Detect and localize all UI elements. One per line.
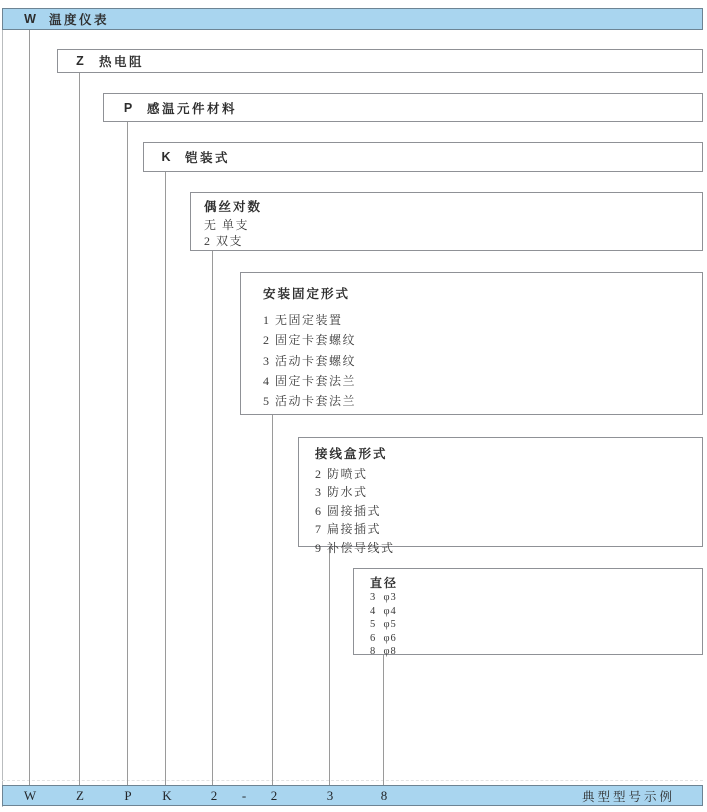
- model-code-dash: -: [241, 787, 247, 803]
- level-code-k: K: [161, 150, 171, 164]
- option-item: 5 φ5: [370, 619, 397, 631]
- option-item: 4 固定卡套法兰: [263, 373, 357, 388]
- level-label-p: 感温元件材料: [147, 101, 238, 116]
- mounting-group-box: [240, 272, 703, 415]
- option-item: 2 固定卡套螺纹: [263, 333, 357, 348]
- option-item: 5 活动卡套法兰: [263, 394, 357, 409]
- option-item: 7 扁接插式: [315, 522, 382, 537]
- connector-line-p: [127, 122, 128, 785]
- level-box-k: [143, 142, 703, 172]
- model-code: 2: [210, 787, 218, 803]
- connector-line-w: [29, 30, 30, 785]
- option-item: 4 φ4: [370, 605, 397, 617]
- connector-line-mounting: [272, 415, 273, 785]
- level-code-z: Z: [76, 54, 84, 68]
- pairs-group-box: [190, 192, 703, 251]
- mounting-group-title: 安装固定形式: [263, 287, 351, 301]
- junction-group-title: 接线盒形式: [315, 447, 388, 461]
- level-box-z: [57, 49, 703, 73]
- model-code: P: [124, 787, 132, 803]
- model-code: 3: [326, 787, 334, 803]
- connector-line-pairs: [212, 251, 213, 785]
- option-item: 9 补偿导线式: [315, 540, 395, 555]
- header-label: 温度仪表: [49, 13, 110, 27]
- header-code: W: [24, 12, 36, 26]
- option-item: 3 活动卡套螺纹: [263, 353, 357, 368]
- option-item: 8 φ8: [370, 646, 397, 658]
- level-code-p: P: [123, 100, 133, 115]
- option-item: 2 防喷式: [315, 467, 368, 481]
- model-code: K: [162, 787, 172, 803]
- diameter-group-box: [353, 568, 703, 658]
- option-item: 3 φ3: [370, 592, 397, 603]
- option-item: 3 防水式: [315, 485, 368, 500]
- model-code: 8: [380, 787, 388, 803]
- connector-line-junction: [329, 547, 330, 785]
- junction-group-box: [298, 437, 703, 555]
- pairs-group-title: 偶丝对数: [204, 200, 263, 214]
- model-example-bar: [2, 785, 703, 806]
- connector-line-diameter: [383, 655, 384, 785]
- level-label-z: 热电阻: [99, 55, 145, 69]
- connector-line-z: [79, 73, 80, 785]
- option-item: 2 双支: [204, 234, 244, 248]
- model-code: Z: [76, 787, 84, 803]
- model-code: W: [23, 787, 37, 803]
- left-frame-line: [2, 8, 3, 807]
- divider-line: [2, 780, 703, 781]
- option-item: 1 无固定装置: [263, 313, 343, 327]
- option-item: 6 φ6: [370, 632, 397, 644]
- diameter-group-title: 直径: [370, 576, 399, 590]
- level-box-p: [103, 93, 703, 122]
- model-code: 2: [270, 787, 278, 803]
- model-bar-caption: 典型型号示例: [581, 789, 675, 804]
- header-box: [2, 8, 703, 30]
- option-item: 无 单支: [204, 218, 250, 232]
- level-label-k: 铠装式: [185, 151, 231, 165]
- connector-line-k: [165, 172, 166, 785]
- option-item: 6 圆接插式: [315, 503, 382, 518]
